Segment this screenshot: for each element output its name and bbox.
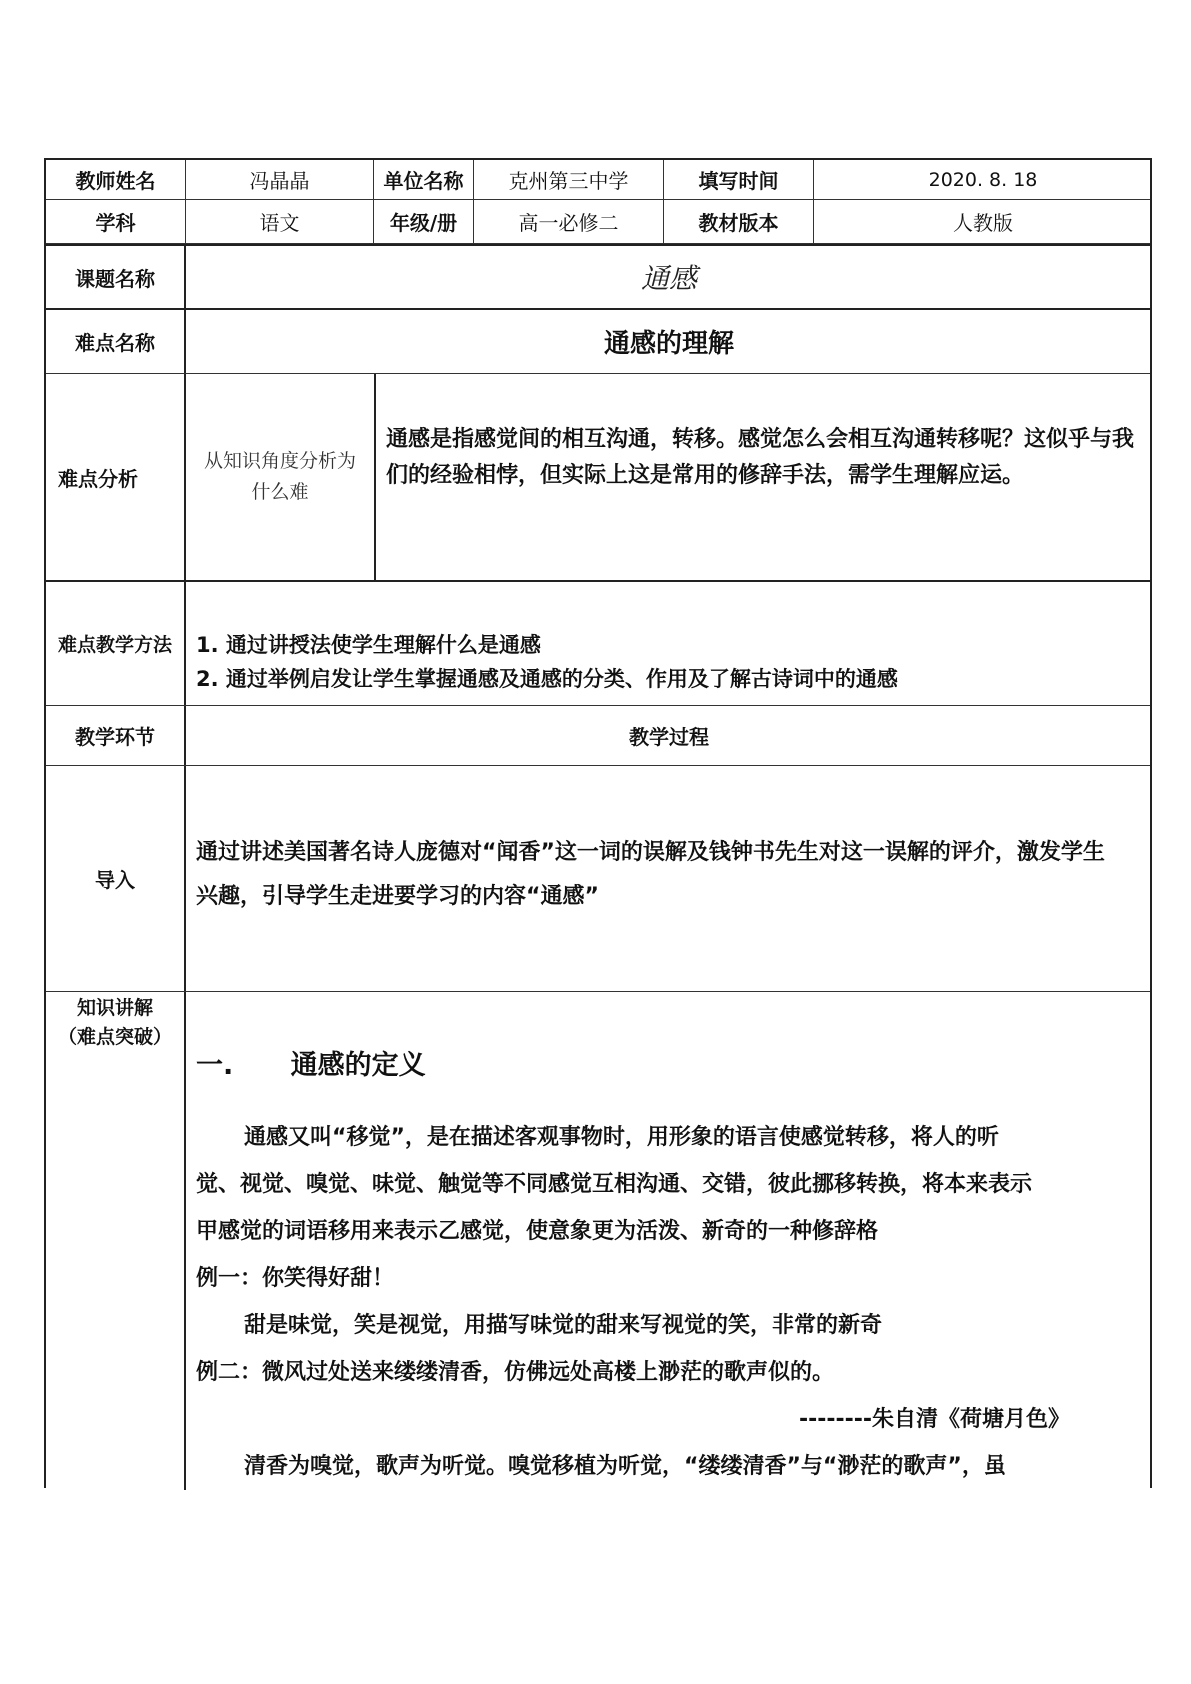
method-item-2: 2. 通过举例启发让学生掌握通感及通感的分类、作用及了解古诗词中的通感 xyxy=(196,667,898,691)
unit-label: 单位名称 xyxy=(374,160,474,199)
example-2: 例二：微风过处送来缕缕清香，仿佛远处高楼上渺茫的歌声似的。 xyxy=(196,1360,835,1385)
knowledge-label-line1: 知识讲解 xyxy=(76,997,153,1019)
definition-line-2: 觉、视觉、嗅觉、味觉、触觉等不同感觉互相沟通、交错，彼此挪移转换，将本来表示 xyxy=(196,1172,1033,1197)
info-row-2 xyxy=(46,200,1150,244)
example-2-source: --------朱自清《荷塘月色》 xyxy=(798,1407,1070,1432)
analysis-text: 通感是指感觉间的相互沟通，转移。感觉怎么会相互沟通转移呢？这似乎与我们的经验相悖，但实际上这是常用的修辞手法，需学生理解应运。 xyxy=(386,427,1135,488)
process-header-row xyxy=(46,706,1150,766)
difficulty-row xyxy=(46,310,1150,374)
method-content xyxy=(186,582,1152,705)
knowledge-label xyxy=(46,992,186,1490)
subject-value: 语文 xyxy=(186,200,374,243)
method-item-1: 1. 通过讲授法使学生理解什么是通感 xyxy=(196,633,541,657)
grade-label: 年级/册 xyxy=(374,200,474,243)
date-value: 2020. 8. 18 xyxy=(928,168,1038,191)
analysis-sub-label: 从知识角度分析为什么难 xyxy=(186,374,376,580)
example-2-note: 清香为嗅觉，歌声为听觉。嗅觉移植为听觉，“缕缕清香”与“渺茫的歌声”，虽 xyxy=(244,1454,1006,1479)
difficulty-label: 难点名称 xyxy=(46,310,186,373)
method-row xyxy=(46,582,1150,706)
subject-label: 学科 xyxy=(46,200,186,243)
analysis-label: 难点分析 xyxy=(46,374,186,580)
topic-row xyxy=(46,244,1150,310)
edition-value: 人教版 xyxy=(953,211,1013,235)
definition-line-1: 通感又叫“移觉”，是在描述客观事物时，用形象的语言使感觉转移，将人的听 xyxy=(244,1125,999,1150)
info-row-1 xyxy=(46,160,1150,200)
process-header-label: 教学环节 xyxy=(46,706,186,765)
definition-line-3: 甲感觉的词语移用来表示乙感觉，使意象更为活泼、新奇的一种修辞格 xyxy=(196,1219,879,1244)
example-1-note: 甜是味觉，笑是视觉，用描写味觉的甜来写视觉的笑，非常的新奇 xyxy=(244,1313,883,1338)
section-heading-text: 通感的定义 xyxy=(290,1050,426,1081)
topic-label: 课题名称 xyxy=(46,246,186,308)
grade-value: 高一必修二 xyxy=(474,200,664,243)
edition-label: 教材版本 xyxy=(664,200,814,243)
intro-row xyxy=(46,766,1150,992)
process-header-value: 教学过程 xyxy=(629,725,709,749)
topic-value: 通感 xyxy=(640,262,697,295)
method-label: 难点教学方法 xyxy=(46,582,186,705)
section-heading xyxy=(196,1018,1130,1114)
intro-text: 通过讲述美国著名诗人庞德对“闻香”这一词的误解及钱钟书先生对这一误解的评介，激发学生兴趣，引导学生走进要学习的内容“通感” xyxy=(196,839,1105,909)
knowledge-label-line2: （难点突破） xyxy=(57,1026,172,1048)
analysis-row xyxy=(46,374,1150,582)
lesson-plan-table xyxy=(44,158,1152,1488)
difficulty-value: 通感的理解 xyxy=(603,329,734,359)
intro-label: 导入 xyxy=(46,766,186,991)
date-label: 填写时间 xyxy=(664,160,814,199)
teacher-label: 教师姓名 xyxy=(46,160,186,199)
teacher-value: 冯晶晶 xyxy=(186,160,374,199)
section-heading-number: 一. xyxy=(196,1050,234,1081)
knowledge-content xyxy=(196,1018,1130,1490)
unit-value: 克州第三中学 xyxy=(474,160,664,199)
example-1: 例一：你笑得好甜！ xyxy=(196,1266,395,1291)
